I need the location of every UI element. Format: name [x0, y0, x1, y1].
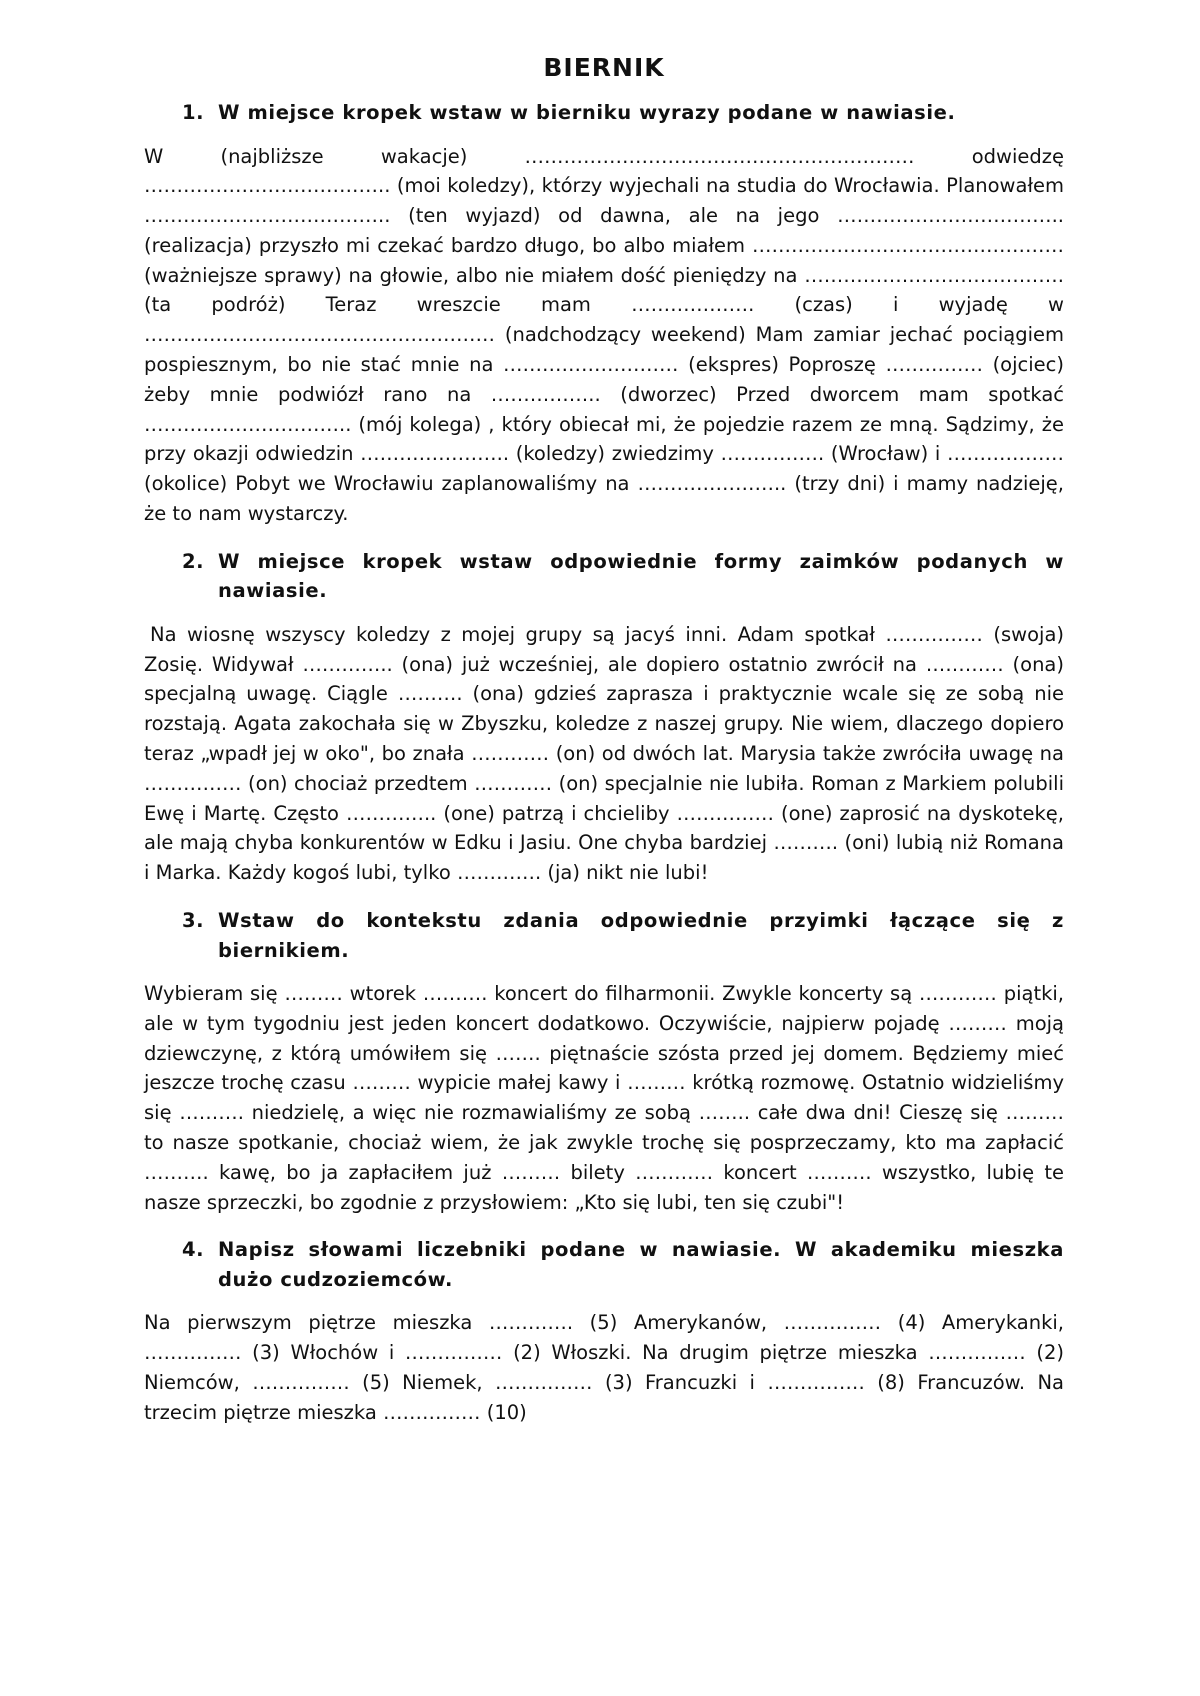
task-3-number: 3.: [182, 909, 205, 933]
task-3: [144, 906, 1064, 1217]
task-4-heading: [144, 1235, 1064, 1294]
task-2-text: Na wiosnę wszyscy koledzy z mojej grupy są jacyś inni. Adam spotkał …………… (swoja) Zosię. Widywał ………….. (ona) już wcześniej, ale dopiero ostatnio zwrócił na ………… (ona) specjalną uwagę. Ciągle ………. (ona) gdzieś zaprasza i praktycznie wcale się ze sobą nie rozstają. Agata zakochała się w Zbyszku, koledze z naszej grupy. Nie wiem, dlaczego dopiero teraz „wpadł jej w oko", bo znała ………… (on) od dwóch lat. Marysia także zwróciła uwagę na …………… (on) chociaż przedtem ………… (on) specjalnie nie lubiła. Roman z Markiem polubili Ewę i Martę. Często ………….. (one) patrzą i chcieliby …………… (one) zaprosić na dyskotekę, ale mają chyba konkurentów w Edku i Jasiu. One chyba bardziej ………. (oni) lubią niż Romana i Marka. Każdy kogoś lubi, tylko …………. (ja) nikt nie lubi!: [144, 622, 1064, 885]
task-3-instruction: Wstaw do kontekstu zdania odpowiednie przyimki łączące się z biernikiem.: [218, 909, 1064, 962]
worksheet-page: [144, 52, 1064, 1446]
task-4: [144, 1235, 1064, 1427]
task-1-heading: [144, 98, 1064, 128]
task-2-number: 2.: [182, 549, 205, 573]
task-1: [144, 98, 1064, 529]
task-1-text: W (najbliższe wakacje) …………………………………………………… odwiedzę ……………………………….. (moi koledzy), którzy wyjechali na studia do Wrocławia. Planowałem ……………………………….. (ten wyjazd) od dawna, ale na jego …………………………….. (realizacja) przyszło mi czekać bardzo długo, bo albo miałem ………………………………………… (ważniejsze sprawy) na głowie, albo nie miałem dość pieniędzy na …………………………………. (ta podróż) Teraz wreszcie mam ………………. (czas) i wyjadę w ……………………………………………… (nadchodzący weekend) Mam zamiar jechać pociągiem pospiesznym, bo nie stać mnie na ……………………… (ekspres) Poproszę …………… (ojciec) żeby mnie podwiózł rano na …………….. (dworzec) Przed dworcem mam spotkać ………………………….. (mój kolega) , który obiecał mi, że pojedzie razem ze mną. Sądzimy, że przy okazji odwiedzin ………………….. (koledzy) zwiedzimy ……………. (Wrocław) i ……………… (okolice) Pobyt we Wrocławiu zaplanowaliśmy na ………………….. (trzy dni) i mamy nadzieję, że to nam wystarczy.: [144, 144, 1064, 526]
task-3-text: Wybieram się ……… wtorek ………. koncert do filharmonii. Zwykle koncerty są ………… piątki, ale w tym tygodniu jest jeden koncert dodatkowo. Oczywiście, najpierw pojadę ……… moją dziewczynę, z którą umówiłem się ……. piętnaście szósta przed jej domem. Będziemy mieć jeszcze trochę czasu ……… wypicie małej kawy i ……… krótką rozmowę. Ostatnio widzieliśmy się ………. niedzielę, a więc nie rozmawialiśmy ze sobą …….. całe dwa dni! Cieszę się ……… to nasze spotkanie, chociaż wiem, że jak zwykle trochę się posprzeczamy, kto ma zapłacić ………. kawę, bo ja zapłaciłem już ……… bilety ………… koncert ………. wszystko, lubię te nasze sprzeczki, bo zgodnie z przysłowiem: „Kto się lubi, ten się czubi"!: [144, 982, 1064, 1214]
task-2: [144, 547, 1064, 888]
task-4-text: Na pierwszym piętrze mieszka …………. (5) Amerykanów, …………… (4) Amerykanki, …………… (3) Włochów i …………… (2) Włoszki. Na drugim piętrze mieszka …………… (2) Niemców, …………… (5) Niemek, …………… (3) Francuzki i …………… (8) Francuzów. Na trzecim piętrze mieszka …………… (10): [144, 1311, 1064, 1424]
task-3-heading: [144, 906, 1064, 965]
task-4-number: 4.: [182, 1238, 205, 1262]
page-title: BIERNIK: [543, 53, 665, 82]
task-2-heading: [144, 547, 1064, 606]
task-4-instruction: Napisz słowami liczebniki podane w nawiasie. W akademiku mieszka dużo cudzoziemców.: [218, 1238, 1064, 1291]
task-1-instruction: W miejsce kropek wstaw w bierniku wyrazy podane w nawiasie.: [218, 101, 956, 124]
task-2-instruction: W miejsce kropek wstaw odpowiednie formy zaimków podanych w nawiasie.: [218, 549, 1064, 603]
task-1-number: 1.: [182, 101, 205, 124]
